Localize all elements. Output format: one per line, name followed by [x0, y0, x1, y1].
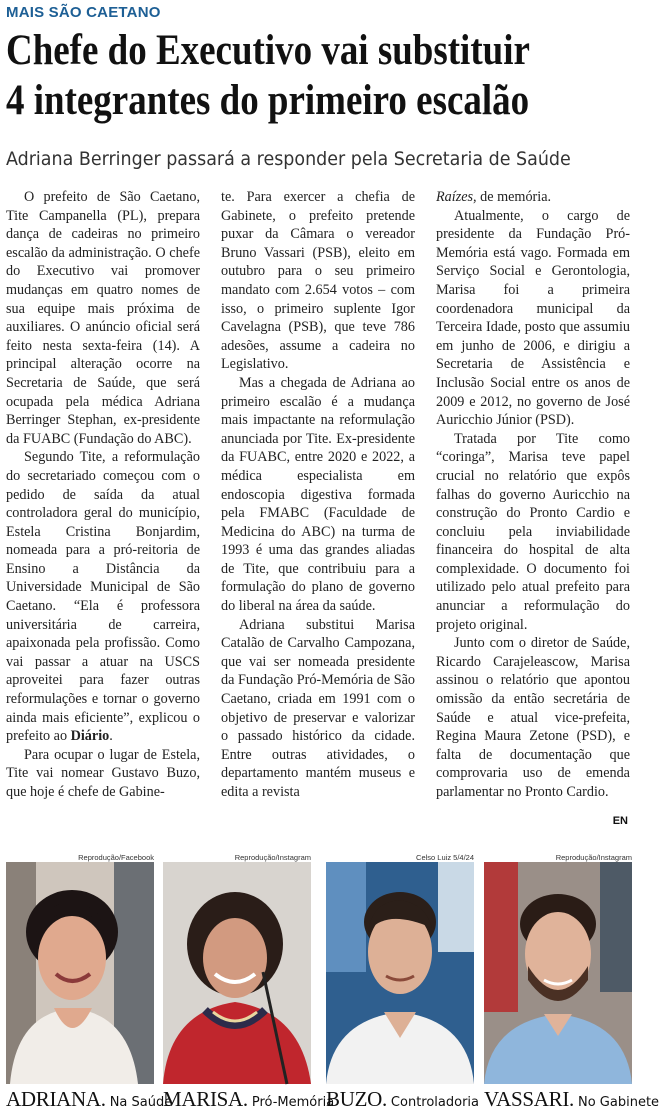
caption-name: BUZO.	[326, 1087, 387, 1111]
photo-credit: Reprodução/Facebook	[78, 853, 154, 862]
paragraph: Tratada por Tite como “coringa”, Marisa teve papel crucial no relatório que expôs falhas do governo Auricchio na construção do Pronto Cardio e concluiu pela inviabilidade financeira do hospital de alta complexidade. O documento foi utilizado pelo atual prefeito para anunciar a reformulação do projeto original.	[436, 430, 630, 633]
subheadline: Adriana Berringer passará a responder pela Secretaria de Saúde	[6, 148, 571, 170]
author-signature: EN	[612, 815, 628, 827]
caption-name: ADRIANA.	[6, 1087, 106, 1111]
caption-name: MARISA.	[163, 1087, 248, 1111]
photo-adriana	[6, 862, 154, 1084]
headline-line-1: Chefe do Executivo vai substituir	[6, 27, 530, 74]
photo-caption	[6, 1087, 172, 1112]
newspaper-name: Diário	[70, 728, 110, 745]
photo-caption	[326, 1087, 479, 1112]
photo-caption	[163, 1087, 334, 1112]
caption-role: Pró-Memória	[251, 1095, 335, 1110]
paragraph: O prefeito de São Caetano, Tite Campanella (PL), prepara dança de cadeiras no primeiro escalão da administração. O chefe do Executivo vai promover mudanças em quatro nomes de sua equipe mais próxima de auxiliares. O anúncio oficial será feito nesta sexta-feira (14). A principal alteração ocorre na Secretaria de Saúde, que será ocupada pela médica Adriana Berringer Stephan, ex-presidente da FUABC (Fundação do ABC).	[6, 189, 200, 447]
paragraph	[436, 188, 630, 207]
photo-credit: Reprodução/Instagram	[234, 853, 311, 862]
photo-credit: Reprodução/Instagram	[555, 853, 632, 862]
paragraph: Junto com o diretor de Saúde, Ricardo Carajeleascow, Marisa assinou o relatório que apontou omissão da então secretária de Saúde e atual vice-prefeita, Regina Maura Zetone (PSD), e falta de documentação que comprovaria uso de emenda parlamentar no Pronto Cardio.	[436, 635, 630, 800]
caption-role: No Gabinete	[578, 1095, 659, 1110]
photo-buzo	[326, 862, 474, 1084]
section-kicker: MAIS SÃO CAETANO	[6, 4, 161, 21]
photo-caption	[484, 1087, 659, 1112]
magazine-name: Raízes	[436, 189, 474, 205]
portrait-adriana	[6, 862, 154, 1084]
paragraph: te. Para exercer a chefia de Gabinete, o prefeito pretende puxar da Câmara o vereador Bruno Vassari (PSB), eleito em outubro para o seu primeiro mandato com 2.654 votos – com isso, o primeiro suplente Igor Cavelagna (PSB), que teve 786 adesões, assume a cadeira no Legislativo.	[221, 189, 415, 373]
headline-line-2: 4 integrantes do primeiro escalão	[6, 77, 530, 124]
paragraph: Mas a chegada de Adriana ao primeiro escalão é a mudança mais impactante na reformulação anunciada por Tite. Ex-presidente da FUABC, entre 2020 e 2022, a médica especialista em endoscopia digestiva formada pela FMABC (Faculdade de Medicina do ABC) na turma de 1993 é uma das grandes aliadas de Tite, que contribuiu para a formulação do plano de governo do liberal na área da saúde.	[221, 374, 415, 615]
portrait-vassari	[484, 862, 632, 1084]
portrait-marisa	[163, 862, 311, 1084]
paragraph-end: , de memória.	[473, 189, 552, 205]
paragraph-end: .	[109, 728, 113, 745]
headline	[6, 26, 544, 126]
caption-name: VASSARI.	[484, 1087, 574, 1111]
article-column-3	[436, 188, 630, 802]
caption-role: Controladoria	[390, 1095, 480, 1110]
paragraph: Atualmente, o cargo de presidente da Fundação Pró-Memória está vago. Formada em Serviço Social e Gerontologia, Marisa foi a primeira coordenadora municipal da Terceira Idade, posto que assumiu em junho de 2006, e dirigiu a Secretaria de Assistência e Inclusão Social entre os anos de 2009 e 2012, no governo de José Auricchio Júnior (PSD).	[436, 207, 630, 429]
paragraph: Adriana substitui Marisa Catalão de Carvalho Campozana, que vai ser nomeada presidente da Fundação Pró-Memória de São Caetano, criada em 1991 com o objetivo de preservar e valorizar o passado histórico da cidade. Entre outras atividades, o departamento mantém museus e edita a revista	[221, 616, 415, 800]
paragraph: Para ocupar o lugar de Estela, Tite vai nomear Gustavo Buzo, que hoje é chefe de Gabine-	[6, 746, 200, 800]
article-column-2	[221, 188, 415, 802]
photo-credit: Celso Luiz 5/4/24	[416, 853, 474, 862]
caption-role: Na Saúde	[109, 1095, 173, 1110]
photo-vassari	[484, 862, 632, 1084]
portrait-buzo	[326, 862, 474, 1084]
paragraph	[6, 448, 200, 746]
paragraph-text: Segundo Tite, a reformulação do secretariado começou com o pedido de saída da atual controladora geral do município, Estela Cristina Bonjardim, nomeada para a pró-reitoria de Ensino a Distância da Universidade Municipal de São Caetano. “Ela é professora universitária de carreira, apaixonada pela profissão. Como vai passar a atuar na USCS aproveitei para fazer outras reformulações e tornar o governo ainda mais eficiente”, explicou o prefeito ao	[6, 449, 200, 745]
article-column-1	[6, 188, 200, 802]
photo-marisa	[163, 862, 311, 1084]
